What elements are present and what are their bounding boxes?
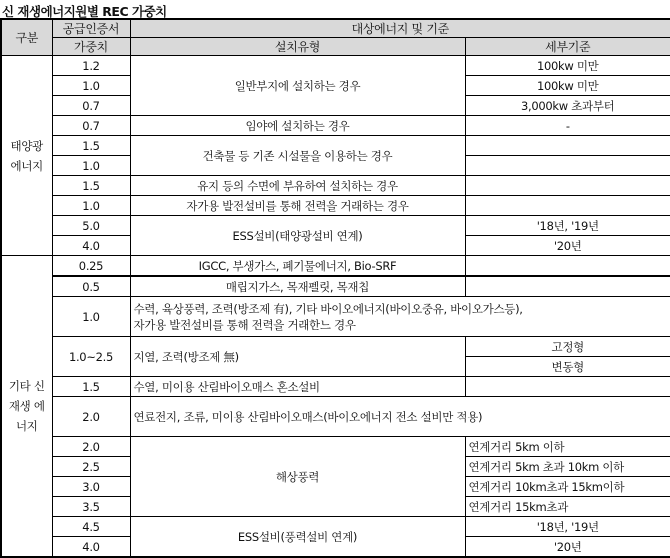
detail-cell: 100kw 미만 — [465, 76, 670, 96]
type-line-2: 자가용 발전설비를 통해 전력을 거래한느 경우 — [133, 317, 356, 332]
table-row — [1, 56, 670, 76]
type-cell: 자가용 발전설비를 통해 전력을 거래하는 경우 — [130, 196, 465, 216]
weight-cell: 1.0 — [52, 196, 130, 216]
detail-cell — [465, 176, 670, 196]
weight-cell: 0.7 — [52, 96, 130, 116]
type-cell: ESS설비(풍력설비 연계) — [130, 517, 465, 558]
detail-cell — [465, 156, 670, 176]
table-row — [1, 216, 670, 236]
weight-cell: 1.0~2.5 — [52, 337, 130, 377]
detail-cell: 변동형 — [465, 357, 670, 377]
table-row — [1, 377, 670, 397]
weight-cell: 1.0 — [52, 76, 130, 96]
table-row — [1, 176, 670, 196]
weight-cell: 5.0 — [52, 216, 130, 236]
type-cell: 연료전지, 조류, 미이용 산림바이오매스(바이오에너지 전소 설비만 적용) — [130, 397, 670, 437]
rec-weight-table — [0, 18, 670, 558]
detail-cell — [465, 276, 670, 297]
detail-cell: 연계거리 10km초과 15km이하 — [465, 477, 670, 497]
weight-cell: 2.0 — [52, 437, 130, 457]
weight-cell: 4.0 — [52, 537, 130, 558]
detail-cell: - — [465, 116, 670, 136]
weight-cell: 2.0 — [52, 397, 130, 437]
header-row — [1, 19, 670, 38]
weight-cell: 1.5 — [52, 377, 130, 397]
weight-cell: 3.0 — [52, 477, 130, 497]
header-category: 구분 — [1, 19, 52, 56]
detail-cell: 고정형 — [465, 337, 670, 357]
header-weight-1: 공급인증서 — [52, 19, 130, 38]
type-cell: 건축물 등 기존 시설물을 이용하는 경우 — [130, 136, 465, 176]
table-row — [1, 437, 670, 457]
header-target: 대상에너지 및 기준 — [130, 19, 670, 38]
weight-cell: 1.2 — [52, 56, 130, 76]
detail-cell: '18년, '19년 — [465, 216, 670, 236]
detail-cell: 연계거리 15km초과 — [465, 497, 670, 517]
weight-cell: 3.5 — [52, 497, 130, 517]
table-row — [1, 116, 670, 136]
type-line-1: 수력, 육상풍력, 조력(방조제 有), 기타 바이오에너지(바이오중유, 바이오가스등), — [133, 301, 523, 316]
type-cell: 지열, 조력(방조제 無) — [130, 337, 465, 377]
table-row — [1, 136, 670, 156]
weight-cell: 4.0 — [52, 236, 130, 256]
table-row — [1, 517, 670, 537]
weight-cell: 0.5 — [52, 276, 130, 297]
detail-cell — [465, 256, 670, 277]
type-cell: 해상풍력 — [130, 437, 465, 517]
table-row — [1, 276, 670, 297]
page-title: 신 재생에너지원별 REC 가중치 — [2, 4, 167, 19]
header-row — [1, 38, 670, 56]
type-cell: 유지 등의 수면에 부유하여 설치하는 경우 — [130, 176, 465, 196]
type-cell: 매립지가스, 목재펠릿, 목재칩 — [130, 276, 465, 297]
weight-cell: 4.5 — [52, 517, 130, 537]
detail-cell: 3,000kw 초과부터 — [465, 96, 670, 116]
weight-cell: 1.0 — [52, 297, 130, 337]
weight-cell: 0.7 — [52, 116, 130, 136]
weight-cell: 2.5 — [52, 457, 130, 477]
type-cell: 임야에 설치하는 경우 — [130, 116, 465, 136]
table-row — [1, 337, 670, 357]
group-other: 기타 신재생 에너지 — [1, 256, 52, 558]
type-cell: ESS설비(태양광설비 연계) — [130, 216, 465, 256]
weight-cell: 1.0 — [52, 156, 130, 176]
type-cell: 일반부지에 설치하는 경우 — [130, 56, 465, 116]
header-detail: 세부기준 — [465, 38, 670, 56]
table-row — [1, 256, 670, 277]
table-row — [1, 297, 670, 337]
detail-cell: '20년 — [465, 537, 670, 558]
detail-cell — [465, 136, 670, 156]
detail-cell: 연계거리 5km 초과 10km 이하 — [465, 457, 670, 477]
detail-cell: 100kw 미만 — [465, 56, 670, 76]
detail-cell — [465, 196, 670, 216]
header-install-type: 설치유형 — [130, 38, 465, 56]
weight-cell: 1.5 — [52, 176, 130, 196]
type-cell: IGCC, 부생가스, 폐기물에너지, Bio-SRF — [130, 256, 465, 277]
weight-cell: 0.25 — [52, 256, 130, 277]
type-cell — [130, 297, 670, 337]
weight-cell: 1.5 — [52, 136, 130, 156]
table-row — [1, 196, 670, 216]
detail-cell: '18년, '19년 — [465, 517, 670, 537]
detail-cell: 연계거리 5km 이하 — [465, 437, 670, 457]
type-cell: 수열, 미이용 산림바이오매스 혼소설비 — [130, 377, 465, 397]
group-solar: 태양광 에너지 — [1, 56, 52, 256]
detail-cell: '20년 — [465, 236, 670, 256]
detail-cell — [465, 377, 670, 397]
table-row — [1, 397, 670, 437]
header-weight-2: 가중치 — [52, 38, 130, 56]
